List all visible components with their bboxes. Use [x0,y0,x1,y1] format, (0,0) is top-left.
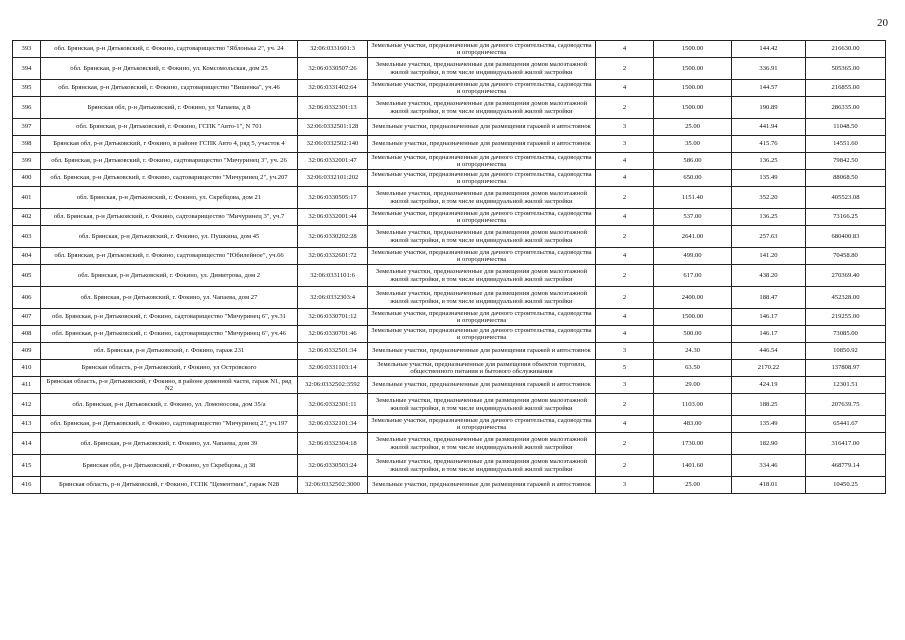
land-purpose-cell: Земельные участки, предназначенные для размещения гаражей и автостоянок [368,119,596,136]
address-cell: обл. Брянская, р-н Дятьковский, г. Фокино, садтоварищество "Юбилейное", уч.66 [41,248,298,265]
area-cell: 2641.00 [654,226,732,248]
cadastral-number-cell: 32:06:0332501:128 [298,119,368,136]
cadastral-value-cell: 79842.50 [806,153,886,170]
table-row [13,248,886,265]
specific-value-cell: 144.57 [732,80,806,97]
group-cell: 3 [596,477,654,494]
cadastral-value-cell: 316417.00 [806,433,886,455]
row-number-cell: 397 [13,119,41,136]
area-cell: 483.00 [654,416,732,433]
land-purpose-cell: Земельные участки, предназначенные для размещения гаражей и автостоянок [368,477,596,494]
table-row [13,455,886,477]
cadastral-number-cell: 32:06:0331101:6 [298,265,368,287]
specific-value-cell: 334.46 [732,455,806,477]
land-purpose-cell: Земельные участки, предназначенные для размещения домов малоэтажной жилой застройки, в том числе индивидуальной жилой застройки [368,226,596,248]
area-cell: 25.00 [654,119,732,136]
group-cell: 2 [596,455,654,477]
land-purpose-cell: Земельные участки, предназначенные для дачного строительства, садоводства и огородничества [368,153,596,170]
cadastral-value-cell: 73085.00 [806,326,886,343]
cadastral-value-cell: 405523.08 [806,187,886,209]
cadastral-number-cell: 32:06:0332301:11 [298,394,368,416]
cadastral-value-cell: 286335.00 [806,97,886,119]
cadastral-value-cell: 10450.25 [806,477,886,494]
group-cell: 2 [596,97,654,119]
row-number-cell: 416 [13,477,41,494]
specific-value-cell: 144.42 [732,41,806,58]
table-row [13,187,886,209]
table-row [13,58,886,80]
land-purpose-cell: Земельные участки, предназначенные для размещения объектов торговли, общественного питания и бытового обслуживания [368,360,596,377]
group-cell: 2 [596,226,654,248]
area-cell: 499.00 [654,248,732,265]
cadastral-number-cell: 32:06:0332101:202 [298,170,368,187]
table-row [13,209,886,226]
cadastral-number-cell: 32:06:0332502:3000 [298,477,368,494]
address-cell: обл. Брянская, р-н Дятьковский, г. Фокино, садтоварищество "Мичуринец 2", уч.197 [41,416,298,433]
group-cell: 3 [596,377,654,394]
row-number-cell: 407 [13,309,41,326]
specific-value-cell: 446.54 [732,343,806,360]
address-cell: обл. Брянская, р-н Дятьковский, г. Фокино, ул. Димитрова, дом 2 [41,265,298,287]
address-cell: обл. Брянская, р-н Дятьковский, г. Фокино, садтоварищество "Мичуринец 6", уч.46 [41,326,298,343]
land-purpose-cell: Земельные участки, предназначенные для дачного строительства, садоводства и огородничества [368,248,596,265]
area-cell: 63.50 [654,360,732,377]
cadastral-number-cell: 32:06:0332601:72 [298,248,368,265]
cadastral-value-cell: 137808.97 [806,360,886,377]
address-cell: обл. Брянская, р-н Дятьковский, г. Фокино, ГСПК "Авто-1", N 701 [41,119,298,136]
cadastral-number-cell: 32:06:0331103:14 [298,360,368,377]
table-row [13,153,886,170]
cadastral-value-cell: 219255.00 [806,309,886,326]
group-cell: 3 [596,343,654,360]
land-purpose-cell: Земельные участки, предназначенные для дачного строительства, садоводства и огородничества [368,309,596,326]
address-cell: Брянская область, р-н Дятьковский, г Фокино, ГСПК "Цементник", гараж N28 [41,477,298,494]
cadastral-value-cell: 88068.50 [806,170,886,187]
row-number-cell: 415 [13,455,41,477]
row-number-cell: 409 [13,343,41,360]
area-cell: 2400.00 [654,287,732,309]
group-cell: 4 [596,416,654,433]
row-number-cell: 414 [13,433,41,455]
specific-value-cell: 146.17 [732,309,806,326]
group-cell: 4 [596,80,654,97]
land-purpose-cell: Земельные участки, предназначенные для размещения гаражей и автостоянок [368,377,596,394]
group-cell: 3 [596,119,654,136]
area-cell: 1401.60 [654,455,732,477]
specific-value-cell: 441.94 [732,119,806,136]
row-number-cell: 394 [13,58,41,80]
address-cell: обл. Брянская, р-н Дятьковский, г. Фокино, садтоварищество "Мичуринец 3", уч.7 [41,209,298,226]
specific-value-cell: 415.76 [732,136,806,153]
table-row [13,41,886,58]
address-cell: Брянская обл, р-н Дятьковский, г. Фокино, ул Чапаева, д 8 [41,97,298,119]
cadastral-value-cell: 468779.14 [806,455,886,477]
cadastral-number-cell: 32:06:0330505:17 [298,187,368,209]
land-purpose-cell: Земельные участки, предназначенные для размещения домов малоэтажной жилой застройки, в том числе индивидуальной жилой застройки [368,187,596,209]
specific-value-cell: 424.19 [732,377,806,394]
cadastral-number-cell: 32:06:0331402:64 [298,80,368,97]
table-body [13,41,886,494]
table-row [13,170,886,187]
cadastral-number-cell: 32:06:0332304:18 [298,433,368,455]
address-cell: Брянская обл, р-н Дятьковский, г Фокино, ул Скребцова, д 38 [41,455,298,477]
land-purpose-cell: Земельные участки, предназначенные для дачного строительства, садоводства и огородничества [368,209,596,226]
area-cell: 617.00 [654,265,732,287]
cadastral-number-cell: 32:06:0332001:47 [298,153,368,170]
row-number-cell: 408 [13,326,41,343]
group-cell: 2 [596,433,654,455]
group-cell: 4 [596,326,654,343]
address-cell: обл. Брянская, р-н Дятьковский, г. Фокино, садтоварищество "Мичуринец 6", уч.31 [41,309,298,326]
land-purpose-cell: Земельные участки, предназначенные для размещения гаражей и автостоянок [368,136,596,153]
group-cell: 2 [596,58,654,80]
cadastral-number-cell: 32:06:0330701:46 [298,326,368,343]
address-cell: обл. Брянская, р-н Дятьковский, г. Фокино, ул. Ломоносова, дом 35/а [41,394,298,416]
cadastral-number-cell: 32:06:0332502:3592 [298,377,368,394]
specific-value-cell: 141.20 [732,248,806,265]
area-cell: 1103.00 [654,394,732,416]
group-cell: 4 [596,41,654,58]
cadastral-value-cell: 207639.75 [806,394,886,416]
area-cell: 500.00 [654,326,732,343]
cadastral-number-cell: 32:06:0332501:34 [298,343,368,360]
address-cell: обл. Брянская, р-н Дятьковский, г. Фокино, садтоварищество "Вишенка", уч.46 [41,80,298,97]
cadastral-number-cell: 32:06:0332502:140 [298,136,368,153]
cadastral-number-cell: 32:06:0332001:44 [298,209,368,226]
cadastral-value-cell: 14551.60 [806,136,886,153]
area-cell: 537.00 [654,209,732,226]
table-row [13,343,886,360]
address-cell: обл. Брянская, р-н Дятьковский, г. Фокино, ул. Чапаева, дом 27 [41,287,298,309]
specific-value-cell: 146.17 [732,326,806,343]
row-number-cell: 401 [13,187,41,209]
address-cell: обл. Брянская, р-н Дятьковский, г. Фокино, ул. Пушкина, дом 45 [41,226,298,248]
land-purpose-cell: Земельные участки, предназначенные для дачного строительства, садоводства и огородничества [368,170,596,187]
land-purpose-cell: Земельные участки, предназначенные для размещения домов малоэтажной жилой застройки, в том числе индивидуальной жилой застройки [368,58,596,80]
cadastral-value-cell: 216630.00 [806,41,886,58]
address-cell: обл. Брянская, р-н Дятьковский, г. Фокино, ул. Комсомольская, дом 25 [41,58,298,80]
table-row [13,265,886,287]
group-cell: 5 [596,360,654,377]
cadastral-number-cell: 32:06:0330701:12 [298,309,368,326]
table-row [13,394,886,416]
area-cell: 650.00 [654,170,732,187]
specific-value-cell: 188.47 [732,287,806,309]
row-number-cell: 412 [13,394,41,416]
group-cell: 2 [596,287,654,309]
table-row [13,326,886,343]
row-number-cell: 405 [13,265,41,287]
cadastral-value-cell: 680400.83 [806,226,886,248]
cadastral-value-cell: 270369.40 [806,265,886,287]
area-cell: 1500.00 [654,58,732,80]
specific-value-cell: 182.90 [732,433,806,455]
group-cell: 2 [596,394,654,416]
row-number-cell: 413 [13,416,41,433]
specific-value-cell: 136.25 [732,153,806,170]
group-cell: 4 [596,309,654,326]
area-cell: 1500.00 [654,41,732,58]
table-row [13,97,886,119]
cadastral-value-cell: 10850.92 [806,343,886,360]
cadastral-number-cell: 32:06:0330202:28 [298,226,368,248]
land-purpose-cell: Земельные участки, предназначенные для дачного строительства, садоводства и огородничества [368,80,596,97]
cadastral-value-cell: 505365.00 [806,58,886,80]
land-purpose-cell: Земельные участки, предназначенные для размещения домов малоэтажной жилой застройки, в том числе индивидуальной жилой застройки [368,287,596,309]
specific-value-cell: 135.49 [732,416,806,433]
cadastral-number-cell: 32:06:0332101:34 [298,416,368,433]
table-row [13,377,886,394]
table-row [13,287,886,309]
row-number-cell: 410 [13,360,41,377]
table-row [13,80,886,97]
cadastral-number-cell: 32:06:0332303:4 [298,287,368,309]
cadastral-value-cell: 11048.50 [806,119,886,136]
area-cell: 1500.00 [654,97,732,119]
row-number-cell: 400 [13,170,41,187]
row-number-cell: 403 [13,226,41,248]
specific-value-cell: 136.25 [732,209,806,226]
area-cell: 1500.00 [654,80,732,97]
cadastral-value-cell: 216855.00 [806,80,886,97]
area-cell: 29.00 [654,377,732,394]
table-row [13,416,886,433]
address-cell: обл. Брянская, р-н Дятьковский, г. Фокино, ул. Чапаева, дом 39 [41,433,298,455]
group-cell: 2 [596,187,654,209]
table-row [13,360,886,377]
land-purpose-cell: Земельные участки, предназначенные для размещения домов малоэтажной жилой застройки, в том числе индивидуальной жилой застройки [368,455,596,477]
group-cell: 3 [596,136,654,153]
specific-value-cell: 257.63 [732,226,806,248]
cadastral-number-cell: 32:06:0330507:26 [298,58,368,80]
row-number-cell: 411 [13,377,41,394]
address-cell: обл. Брянская, р-н Дятьковский, г. Фокино, садтоварищество "Яблонька 2", уч. 24 [41,41,298,58]
land-purpose-cell: Земельные участки, предназначенные для размещения домов малоэтажной жилой застройки, в том числе индивидуальной жилой застройки [368,433,596,455]
table-row [13,433,886,455]
address-cell: Брянская область, р-н Дятьковский, г Фокино, в районе доменной части, гараж N1, ряд N2 [41,377,298,394]
area-cell: 25.00 [654,477,732,494]
table-row [13,226,886,248]
row-number-cell: 395 [13,80,41,97]
group-cell: 4 [596,170,654,187]
cadastral-value-cell: 452328.00 [806,287,886,309]
address-cell: обл. Брянская, р-н Дятьковский, г. Фокино, гараж 231 [41,343,298,360]
specific-value-cell: 135.49 [732,170,806,187]
area-cell: 35.00 [654,136,732,153]
row-number-cell: 398 [13,136,41,153]
specific-value-cell: 438.20 [732,265,806,287]
table-row [13,136,886,153]
row-number-cell: 393 [13,41,41,58]
specific-value-cell: 190.89 [732,97,806,119]
row-number-cell: 396 [13,97,41,119]
land-purpose-cell: Земельные участки, предназначенные для размещения домов малоэтажной жилой застройки, в том числе индивидуальной жилой застройки [368,97,596,119]
row-number-cell: 404 [13,248,41,265]
specific-value-cell: 336.91 [732,58,806,80]
area-cell: 1500.00 [654,309,732,326]
row-number-cell: 402 [13,209,41,226]
table-row [13,119,886,136]
cadastral-number-cell: 32:06:0332301:13 [298,97,368,119]
group-cell: 4 [596,248,654,265]
row-number-cell: 406 [13,287,41,309]
specific-value-cell: 418.01 [732,477,806,494]
group-cell: 2 [596,265,654,287]
land-purpose-cell: Земельные участки, предназначенные для размещения домов малоэтажной жилой застройки, в том числе индивидуальной жилой застройки [368,265,596,287]
address-cell: обл. Брянская, р-н Дятьковский, г. Фокино, садтоварищество "Мичуринец 2", уч.207 [41,170,298,187]
area-cell: 1730.00 [654,433,732,455]
area-cell: 24.30 [654,343,732,360]
area-cell: 1151.40 [654,187,732,209]
land-purpose-cell: Земельные участки, предназначенные для дачного строительства, садоводства и огородничества [368,326,596,343]
cadastral-value-cell: 70458.80 [806,248,886,265]
land-purpose-cell: Земельные участки, предназначенные для размещения гаражей и автостоянок [368,343,596,360]
specific-value-cell: 188.25 [732,394,806,416]
table-row [13,477,886,494]
table-row [13,309,886,326]
address-cell: обл. Брянская, р-н Дятьковский, г. Фокино, ул. Скребцова, дом 21 [41,187,298,209]
cadastral-number-cell: 32:06:0331601:3 [298,41,368,58]
cadastral-value-cell: 12301.51 [806,377,886,394]
cadastral-value-table [12,40,886,494]
cadastral-value-cell: 73166.25 [806,209,886,226]
specific-value-cell: 2170.22 [732,360,806,377]
area-cell: 586.00 [654,153,732,170]
group-cell: 4 [596,209,654,226]
land-purpose-cell: Земельные участки, предназначенные для дачного строительства, садоводства и огородничества [368,41,596,58]
cadastral-number-cell: 32:06:0330503:24 [298,455,368,477]
page-number: 20 [877,17,888,29]
address-cell: Брянская область, р-н Дятьковский, г Фокино, ул Островского [41,360,298,377]
address-cell: обл. Брянская, р-н Дятьковский, г. Фокино, садтоварищество "Мичуринец 3", уч. 26 [41,153,298,170]
land-purpose-cell: Земельные участки, предназначенные для дачного строительства, садоводства и огородничества [368,416,596,433]
cadastral-value-cell: 65441.67 [806,416,886,433]
row-number-cell: 399 [13,153,41,170]
group-cell: 4 [596,153,654,170]
address-cell: Брянская обл, р-н Дятьковский, г Фокино, в районе ГСПК Авто 4, ряд 5, участок 4 [41,136,298,153]
land-purpose-cell: Земельные участки, предназначенные для размещения домов малоэтажной жилой застройки, в том числе индивидуальной жилой застройки [368,394,596,416]
specific-value-cell: 352.20 [732,187,806,209]
